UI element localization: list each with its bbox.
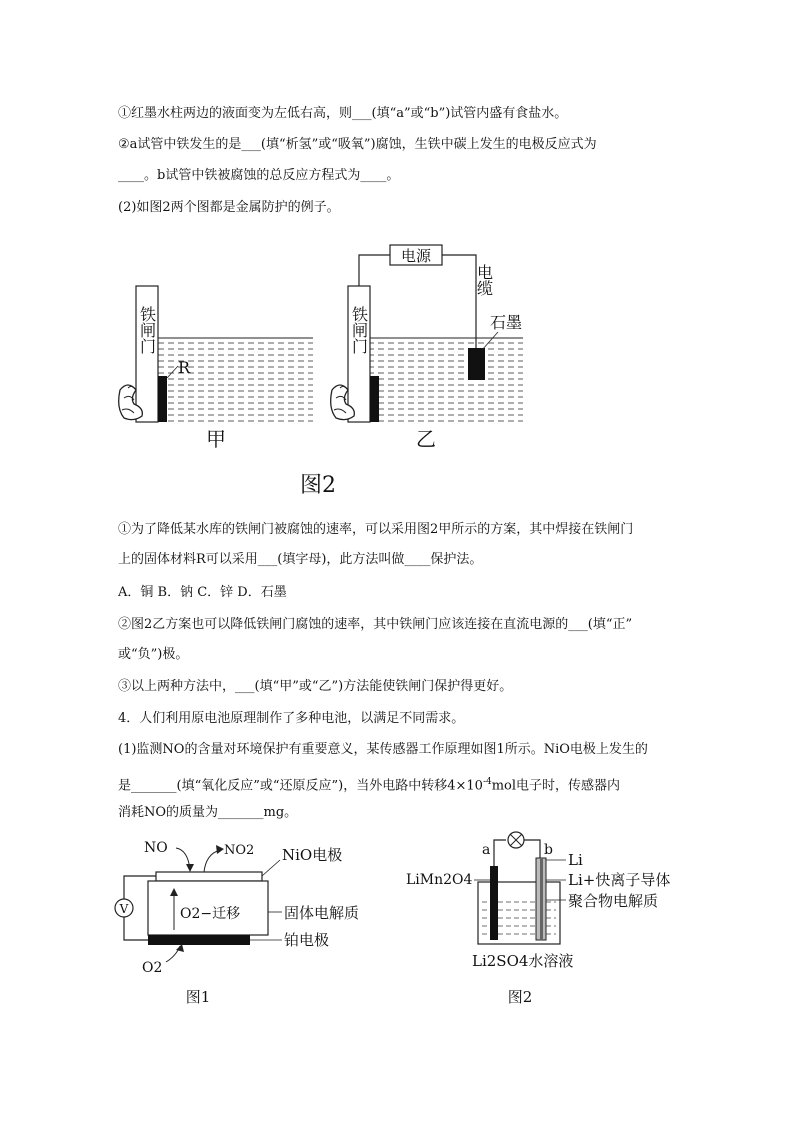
figure-no-sensor xyxy=(100,830,390,1010)
question-line: ③以上两种方法中，___(填“甲”或“乙”)方法能使铁闸门保护得更好。 xyxy=(118,679,513,694)
a-label: a xyxy=(482,842,491,858)
no2-label: NO2 xyxy=(224,843,255,858)
text-segment: 是_______(填“氧化反应”或“还原反应”)，当外电路中转移4×10 xyxy=(118,778,483,794)
nio-electrode xyxy=(156,872,262,881)
fig1-caption: 图1 xyxy=(185,988,211,1006)
voltmeter-label: V xyxy=(119,902,129,916)
question-line: 上的固体材料R可以采用___(填字母)，此方法叫做____保护法。 xyxy=(118,552,483,567)
text-segment: mol电子时，传感器内 xyxy=(491,778,621,794)
figure-title: 图2 xyxy=(300,473,336,498)
question-line: (2)如图2两个图都是金属防护的例子。 xyxy=(118,200,340,215)
limn-electrode xyxy=(490,866,498,940)
graphite-label: 石墨 xyxy=(490,313,523,332)
question-line: ②a试管中铁发生的是___(填“析氢”或“吸氧”)腐蚀，生铁中碳上发生的电极反应式为 xyxy=(118,137,597,152)
gate-label: 铁闸门 xyxy=(349,306,369,354)
nio-label: NiO电极 xyxy=(282,846,343,864)
polymer-label: 聚合物电解质 xyxy=(568,892,659,910)
scene-jia xyxy=(119,286,313,451)
question-line: ②图2乙方案也可以降低铁闸门腐蚀的速率，其中铁闸门应该连接在直流电源的___(填“正” xyxy=(118,617,633,632)
conductor-label: Li+快离子导体 xyxy=(568,871,671,889)
cable-label: 电缆 xyxy=(474,264,494,296)
limn-label: LiMn2O4 xyxy=(406,872,473,888)
figure-gate-protection xyxy=(118,238,538,498)
question-line: 消耗NO的质量为_______mg。 xyxy=(118,805,298,820)
question-line: ____。b试管中铁被腐蚀的总反应方程式为____。 xyxy=(118,168,400,183)
question-line: ①为了降低某水库的铁闸门被腐蚀的速率，可以采用图2甲所示的方案，其中焊接在铁闸门 xyxy=(118,522,634,537)
question-line: 4．人们利用原电池原理制作了多种电池，以满足不同需求。 xyxy=(118,711,465,726)
question-line xyxy=(118,773,620,795)
figure-li-battery xyxy=(402,830,732,1010)
scene-yi xyxy=(331,245,523,451)
b-label: b xyxy=(544,842,553,858)
electrolyte-label: 固体电解质 xyxy=(284,904,360,922)
no-label: NO xyxy=(144,840,168,856)
pt-electrode xyxy=(148,935,250,945)
o2-label: O2 xyxy=(142,960,163,976)
question-line: 或“负”)极。 xyxy=(118,647,189,662)
graphite-block xyxy=(468,348,485,380)
caption-yi: 乙 xyxy=(416,427,436,451)
question-line: (1)监测NO的含量对环境保护有重要意义，某传感器工作原理如图1所示。NiO电极上发生的 xyxy=(118,742,648,757)
exponent: -4 xyxy=(482,777,492,787)
r-label: R xyxy=(178,358,191,377)
gate-label: 铁闸门 xyxy=(137,306,157,354)
power-label: 电源 xyxy=(400,247,432,265)
question-line: ①红墨水柱两边的液面变为左低右高，则___(填“a”或“b”)试管内盛有食盐水。 xyxy=(118,106,568,121)
pt-label: 铂电极 xyxy=(284,931,330,949)
solution-label: Li2SO4水溶液 xyxy=(472,952,574,970)
migrate-label: O2−迁移 xyxy=(180,906,241,922)
li-label: Li xyxy=(568,851,583,869)
question-line: A．铜 B．钠 C．锌 D．石墨 xyxy=(118,585,287,600)
fig2b-caption: 图2 xyxy=(507,988,533,1006)
caption-jia: 甲 xyxy=(206,427,226,451)
